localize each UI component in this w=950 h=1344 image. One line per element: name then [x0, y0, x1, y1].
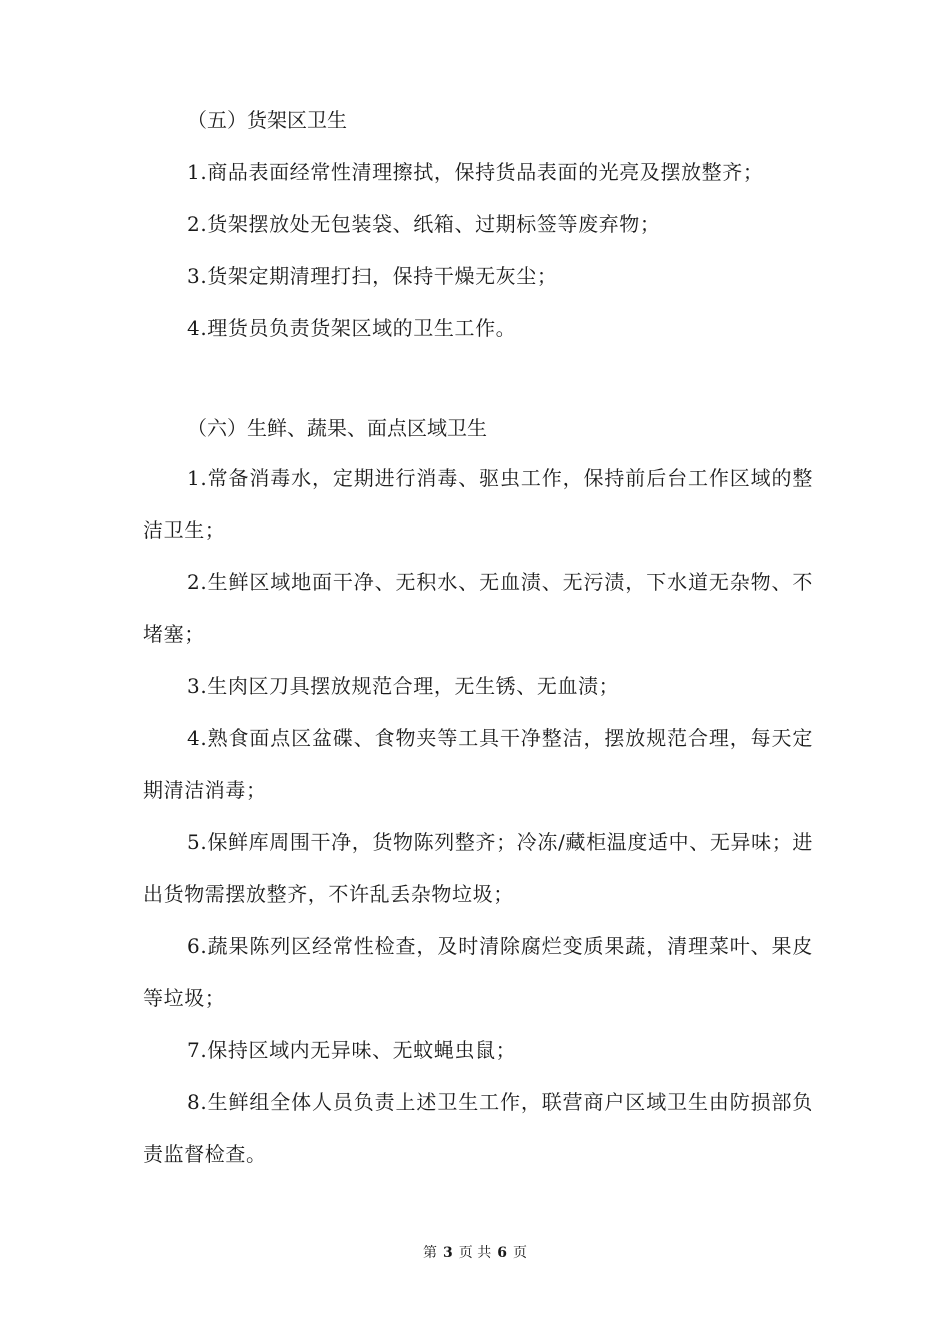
section-6-item-6: 6.蔬果陈列区经常性检查，及时清除腐烂变质果蔬，清理菜叶、果皮等垃圾；: [143, 934, 813, 1010]
footer-current-page: 3: [443, 1245, 453, 1261]
section-6-item-3: 3.生肉区刀具摆放规范合理，无生锈、无血渍；: [187, 674, 620, 698]
document-body: [143, 96, 813, 1180]
section-5-heading: （五）货架区卫生: [187, 108, 347, 132]
footer-suffix: 页: [512, 1245, 527, 1261]
footer-middle: 页 共: [458, 1245, 492, 1261]
section-6-list: [143, 452, 813, 1180]
section-6-item-7: 7.保持区域内无异味、无蚊蝇虫鼠；: [187, 1038, 517, 1062]
section-6-item-2: 2.生鲜区域地面干净、无积水、无血渍、无污渍，下水道无杂物、不堵塞；: [143, 570, 813, 646]
footer-prefix: 第: [423, 1245, 438, 1261]
page-footer: [0, 1243, 950, 1263]
section-6-item-4: 4.熟食面点区盆碟、食物夹等工具干净整洁，摆放规范合理，每天定期清洁消毒；: [143, 726, 813, 802]
section-5-item-2: 2.货架摆放处无包装袋、纸箱、过期标签等废弃物；: [187, 212, 661, 236]
section-6-heading: （六）生鲜、蔬果、面点区域卫生: [187, 416, 487, 440]
section-5-item-4: 4.理货员负责货架区域的卫生工作。: [187, 316, 517, 340]
section-6-item-8: 8.生鲜组全体人员负责上述卫生工作，联营商户区域卫生由防损部负责监督检查。: [143, 1090, 813, 1166]
section-6-item-5: 5.保鲜库周围干净，货物陈列整齐；冷冻/藏柜温度适中、无异味；进出货物需摆放整齐，不许乱丢杂物垃圾；: [143, 830, 813, 906]
section-6-item-1: 1.常备消毒水，定期进行消毒、驱虫工作，保持前后台工作区域的整洁卫生；: [143, 466, 813, 542]
section-5-item-1: 1.商品表面经常性清理擦拭，保持货品表面的光亮及摆放整齐；: [187, 160, 764, 184]
footer-total-pages: 6: [497, 1245, 507, 1261]
section-5-list: [143, 146, 813, 354]
section-5-item-3: 3.货架定期清理打扫，保持干燥无灰尘；: [187, 264, 558, 288]
